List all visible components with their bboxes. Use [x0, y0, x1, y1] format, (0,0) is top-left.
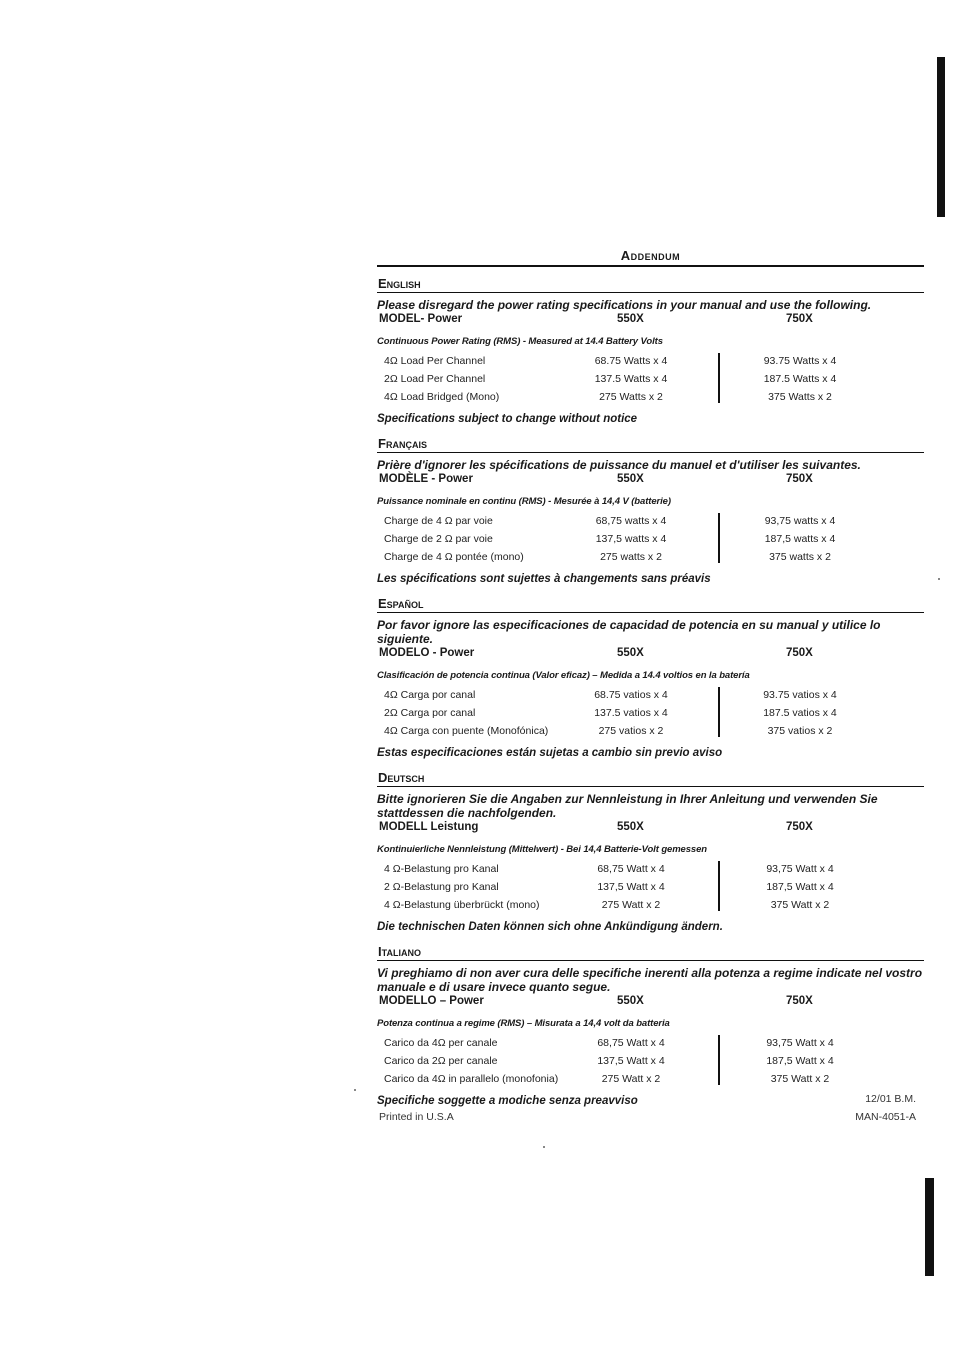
value-550x: 275 Watts x 2	[599, 391, 663, 403]
intro-text: Prière d'ignorer les spécifications de puissance du manuel et d'utiliser les suivantes.	[377, 458, 861, 472]
column-750x: 750X	[786, 995, 813, 1007]
spec-row	[377, 861, 924, 879]
load-label: Charge de 2 Ω par voie	[384, 533, 493, 545]
value-750x: 375 Watts x 2	[768, 391, 832, 403]
scan-edge-bar-bottom	[925, 1178, 934, 1276]
column-divider	[718, 1035, 720, 1085]
column-divider	[718, 513, 720, 563]
column-divider	[718, 687, 720, 737]
value-750x: 93,75 Watt x 4	[766, 1037, 834, 1049]
value-550x: 68.75 vatios x 4	[594, 689, 668, 701]
change-notice: Die technischen Daten können sich ohne Ankündigung ändern.	[377, 921, 723, 933]
load-label: 2 Ω-Belastung pro Kanal	[384, 881, 499, 893]
model-header-row	[377, 647, 924, 663]
addendum-document	[377, 248, 924, 1145]
column-750x: 750X	[786, 821, 813, 833]
section-english	[377, 276, 924, 427]
value-550x: 275 Watt x 2	[601, 1073, 661, 1085]
rating-description: Clasificación de potencia continua (Valor eficaz) – Medida a 14.4 voltios en la batería	[377, 670, 750, 681]
value-550x: 137,5 Watt x 4	[597, 1055, 665, 1067]
value-750x: 187.5 vatios x 4	[763, 707, 837, 719]
spec-row	[377, 513, 924, 531]
value-550x: 275 watts x 2	[600, 551, 662, 563]
section-deutsch	[377, 770, 924, 935]
spec-row	[377, 353, 924, 371]
value-750x: 93,75 Watt x 4	[766, 863, 834, 875]
model-label: MODELL Leistung	[379, 821, 479, 833]
spec-row	[377, 897, 924, 915]
change-notice: Specifications subject to change without notice	[377, 413, 638, 425]
value-750x: 187,5 Watt x 4	[766, 1055, 834, 1067]
spec-table	[377, 353, 924, 407]
value-550x: 68,75 Watt x 4	[597, 1037, 665, 1049]
document-code: MAN-4051-A	[855, 1111, 916, 1123]
rating-description: Puissance nominale en continu (RMS) - Mesurée à 14,4 V (batterie)	[377, 496, 671, 507]
value-550x: 68,75 watts x 4	[595, 515, 667, 527]
spec-row	[377, 687, 924, 705]
value-750x: 187,5 watts x 4	[764, 533, 836, 545]
value-550x: 137.5 Watts x 4	[594, 373, 668, 385]
spec-table	[377, 687, 924, 741]
value-550x: 68.75 Watts x 4	[594, 355, 668, 367]
change-notice: Les spécifications sont sujettes à changements sans préavis	[377, 573, 711, 585]
model-label: MODÈLE - Power	[379, 473, 473, 485]
load-label: 4Ω Carga con puente (Monofónica)	[384, 725, 549, 737]
column-550x: 550X	[617, 647, 644, 659]
spec-row	[377, 879, 924, 897]
language-heading: English	[377, 276, 924, 293]
model-label: MODELO - Power	[379, 647, 475, 659]
load-label: Carico da 2Ω per canale	[384, 1055, 498, 1067]
model-label: MODELLO – Power	[379, 995, 484, 1007]
load-label: Carico da 4Ω per canale	[384, 1037, 498, 1049]
scan-speck	[543, 1146, 545, 1148]
column-divider	[718, 861, 720, 911]
column-divider	[718, 353, 720, 403]
value-750x: 187,5 Watt x 4	[766, 881, 834, 893]
column-550x: 550X	[617, 313, 644, 325]
load-label: 4Ω Carga por canal	[384, 689, 476, 701]
value-750x: 375 Watt x 2	[770, 1073, 830, 1085]
intro-text: Please disregard the power rating specifications in your manual and use the following.	[377, 298, 872, 312]
value-550x: 137,5 watts x 4	[595, 533, 667, 545]
value-750x: 187.5 Watts x 4	[763, 373, 837, 385]
scan-speck	[354, 1089, 356, 1091]
intro-text: Por favor ignore las especificaciones de capacidad de potencia en su manual y utilice lo siguiente.	[377, 618, 881, 646]
value-750x: 375 Watt x 2	[770, 899, 830, 911]
model-label: MODEL- Power	[379, 313, 463, 325]
value-550x: 275 Watt x 2	[601, 899, 661, 911]
value-750x: 375 vatios x 2	[767, 725, 833, 737]
value-550x: 275 vatios x 2	[598, 725, 664, 737]
value-750x: 93.75 Watts x 4	[763, 355, 837, 367]
load-label: Carico da 4Ω in parallelo (monofonia)	[384, 1073, 559, 1085]
spec-row	[377, 531, 924, 549]
load-label: 4Ω Load Bridged (Mono)	[384, 391, 500, 403]
section-italiano	[377, 944, 924, 1109]
load-label: Charge de 4 Ω par voie	[384, 515, 493, 527]
printed-in: Printed in U.S.A	[379, 1111, 454, 1123]
scan-speck	[938, 578, 940, 580]
change-notice: Specifiche soggette a modiche senza preavviso	[377, 1095, 638, 1107]
load-label: 2Ω Load Per Channel	[384, 373, 486, 385]
intro-text: Vi preghiamo di non aver cura delle specifiche inerenti alla potenza a regime indicate nel vostro manuale e di usare invece quanto segue.	[377, 966, 923, 994]
column-750x: 750X	[786, 473, 813, 485]
spec-row	[377, 723, 924, 741]
language-heading: Español	[377, 596, 924, 613]
scan-edge-bar-top	[937, 57, 945, 217]
language-heading: Français	[377, 436, 924, 453]
spec-row	[377, 1035, 924, 1053]
spec-table	[377, 513, 924, 567]
section-francais	[377, 436, 924, 587]
column-550x: 550X	[617, 821, 644, 833]
print-date: 12/01 B.M.	[865, 1093, 916, 1105]
model-header-row	[377, 821, 924, 837]
spec-row	[377, 705, 924, 723]
spec-row	[377, 1053, 924, 1071]
load-label: 4 Ω-Belastung pro Kanal	[384, 863, 499, 875]
model-header-row	[377, 995, 924, 1011]
language-heading: Italiano	[377, 944, 924, 961]
spec-row	[377, 371, 924, 389]
spec-row	[377, 1071, 924, 1089]
spec-row	[377, 549, 924, 567]
language-sections	[377, 276, 924, 1109]
spec-row	[377, 389, 924, 407]
column-750x: 750X	[786, 647, 813, 659]
language-heading: Deutsch	[377, 770, 924, 787]
load-label: 4Ω Load Per Channel	[384, 355, 486, 367]
value-750x: 93.75 vatios x 4	[763, 689, 837, 701]
column-550x: 550X	[617, 473, 644, 485]
value-550x: 137.5 vatios x 4	[594, 707, 668, 719]
intro-text: Bitte ignorieren Sie die Angaben zur Nennleistung in Ihrer Anleitung und verwenden Sie stattdessen die nachfolgenden.	[377, 792, 878, 820]
model-header-row	[377, 313, 924, 329]
column-550x: 550X	[617, 995, 644, 1007]
value-550x: 68,75 Watt x 4	[597, 863, 665, 875]
section-espanol	[377, 596, 924, 761]
value-750x: 93,75 watts x 4	[764, 515, 836, 527]
value-750x: 375 watts x 2	[769, 551, 831, 563]
load-label: 2Ω Carga por canal	[384, 707, 476, 719]
change-notice: Estas especificaciones están sujetas a cambio sin previo aviso	[377, 747, 723, 759]
load-label: Charge de 4 Ω pontée (mono)	[384, 551, 524, 563]
value-550x: 137,5 Watt x 4	[597, 881, 665, 893]
rating-description: Potenza continua a regime (RMS) – Misurata a 14,4 volt da batteria	[377, 1018, 670, 1029]
spec-table	[377, 861, 924, 915]
rating-description: Kontinuierliche Nennleistung (Mittelwert) - Bei 14,4 Batterie-Volt gemessen	[377, 844, 707, 855]
model-header-row	[377, 473, 924, 489]
column-750x: 750X	[786, 313, 813, 325]
rating-description: Continuous Power Rating (RMS) - Measured at 14.4 Battery Volts	[377, 336, 663, 347]
page-title: Addendum	[377, 248, 924, 267]
spec-table	[377, 1035, 924, 1089]
load-label: 4 Ω-Belastung überbrückt (mono)	[384, 899, 540, 911]
